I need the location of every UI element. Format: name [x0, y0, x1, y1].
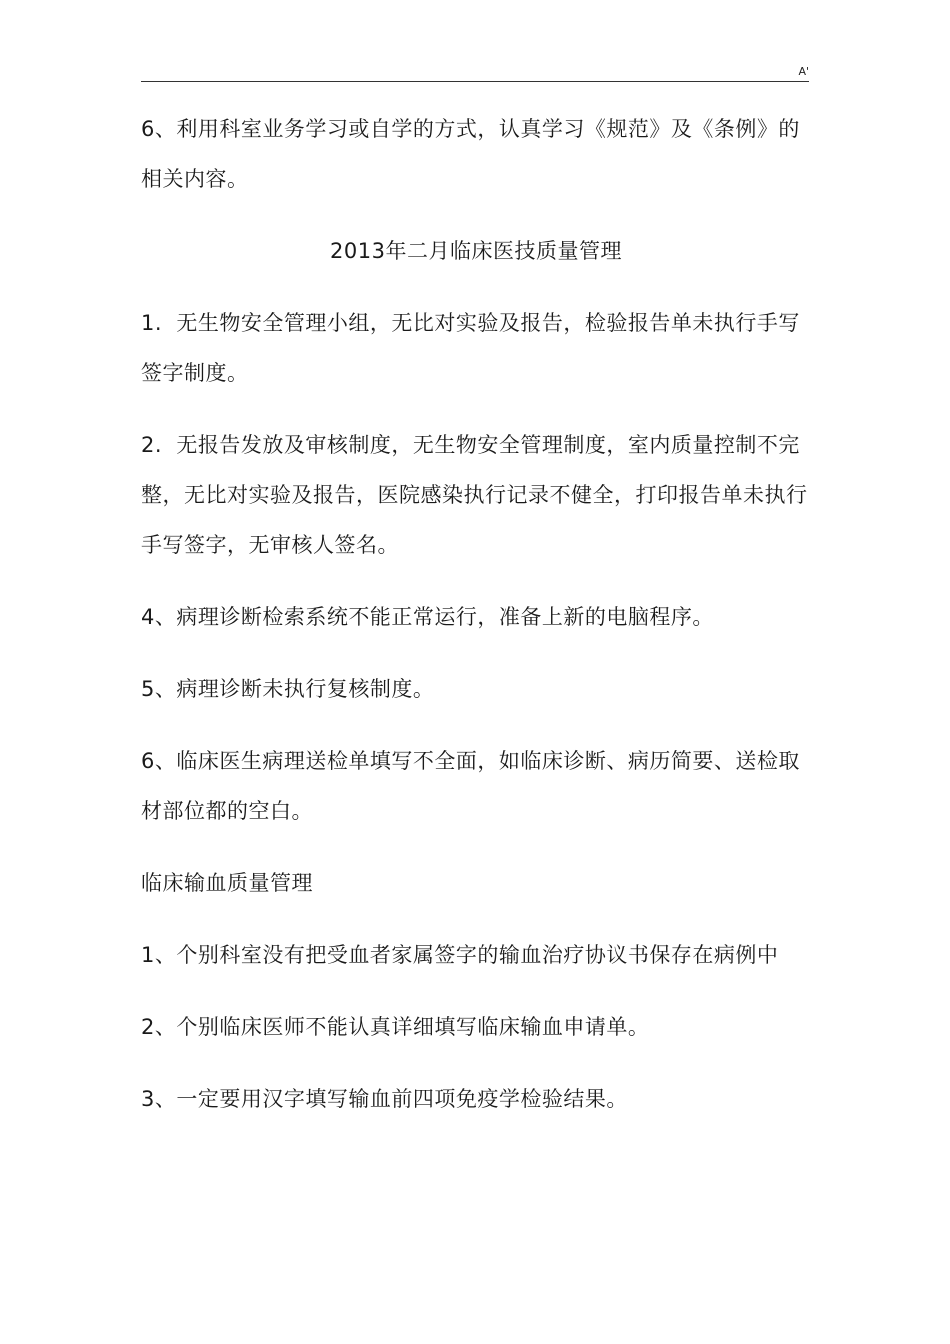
- header-rule: [141, 81, 809, 82]
- paragraph-item-2: 2. 无报告发放及审核制度，无生物安全管理制度，室内质量控制不完整，无比对实验及报告，医院感染执行记录不健全，打印报告单未执行手写签字，无审核人签名。: [141, 433, 808, 557]
- paragraph-item-1: 1. 无生物安全管理小组，无比对实验及报告，检验报告单未执行手写签字制度。: [141, 311, 800, 385]
- paragraph-item-6: 6、临床医生病理送检单填写不全面，如临床诊断、病历简要、送检取材部位都的空白。: [141, 749, 800, 823]
- paragraph-item-5: 5、病理诊断未执行复核制度。: [141, 677, 435, 701]
- header-mark: A': [798, 65, 809, 78]
- paragraph-study-regulations: 6、利用科室业务学习或自学的方式，认真学习《规范》及《条例》的相关内容。: [141, 117, 800, 191]
- paragraph-transfusion-2: 2、个别临床医师不能认真详细填写临床输血申请单。: [141, 1015, 650, 1039]
- paragraph-transfusion-3: 3、一定要用汉字填写输血前四项免疫学检验结果。: [141, 1087, 628, 1111]
- section-title-medical-tech-quality: 2013年二月临床医技质量管理: [330, 239, 622, 263]
- paragraph-transfusion-1: 1、个别科室没有把受血者家属签字的输血治疗协议书保存在病例中: [141, 943, 779, 967]
- document-body: [141, 104, 811, 1124]
- paragraph-item-4: 4、病理诊断检索系统不能正常运行，准备上新的电脑程序。: [141, 605, 714, 629]
- section-title-blood-transfusion: 临床输血质量管理: [141, 871, 313, 895]
